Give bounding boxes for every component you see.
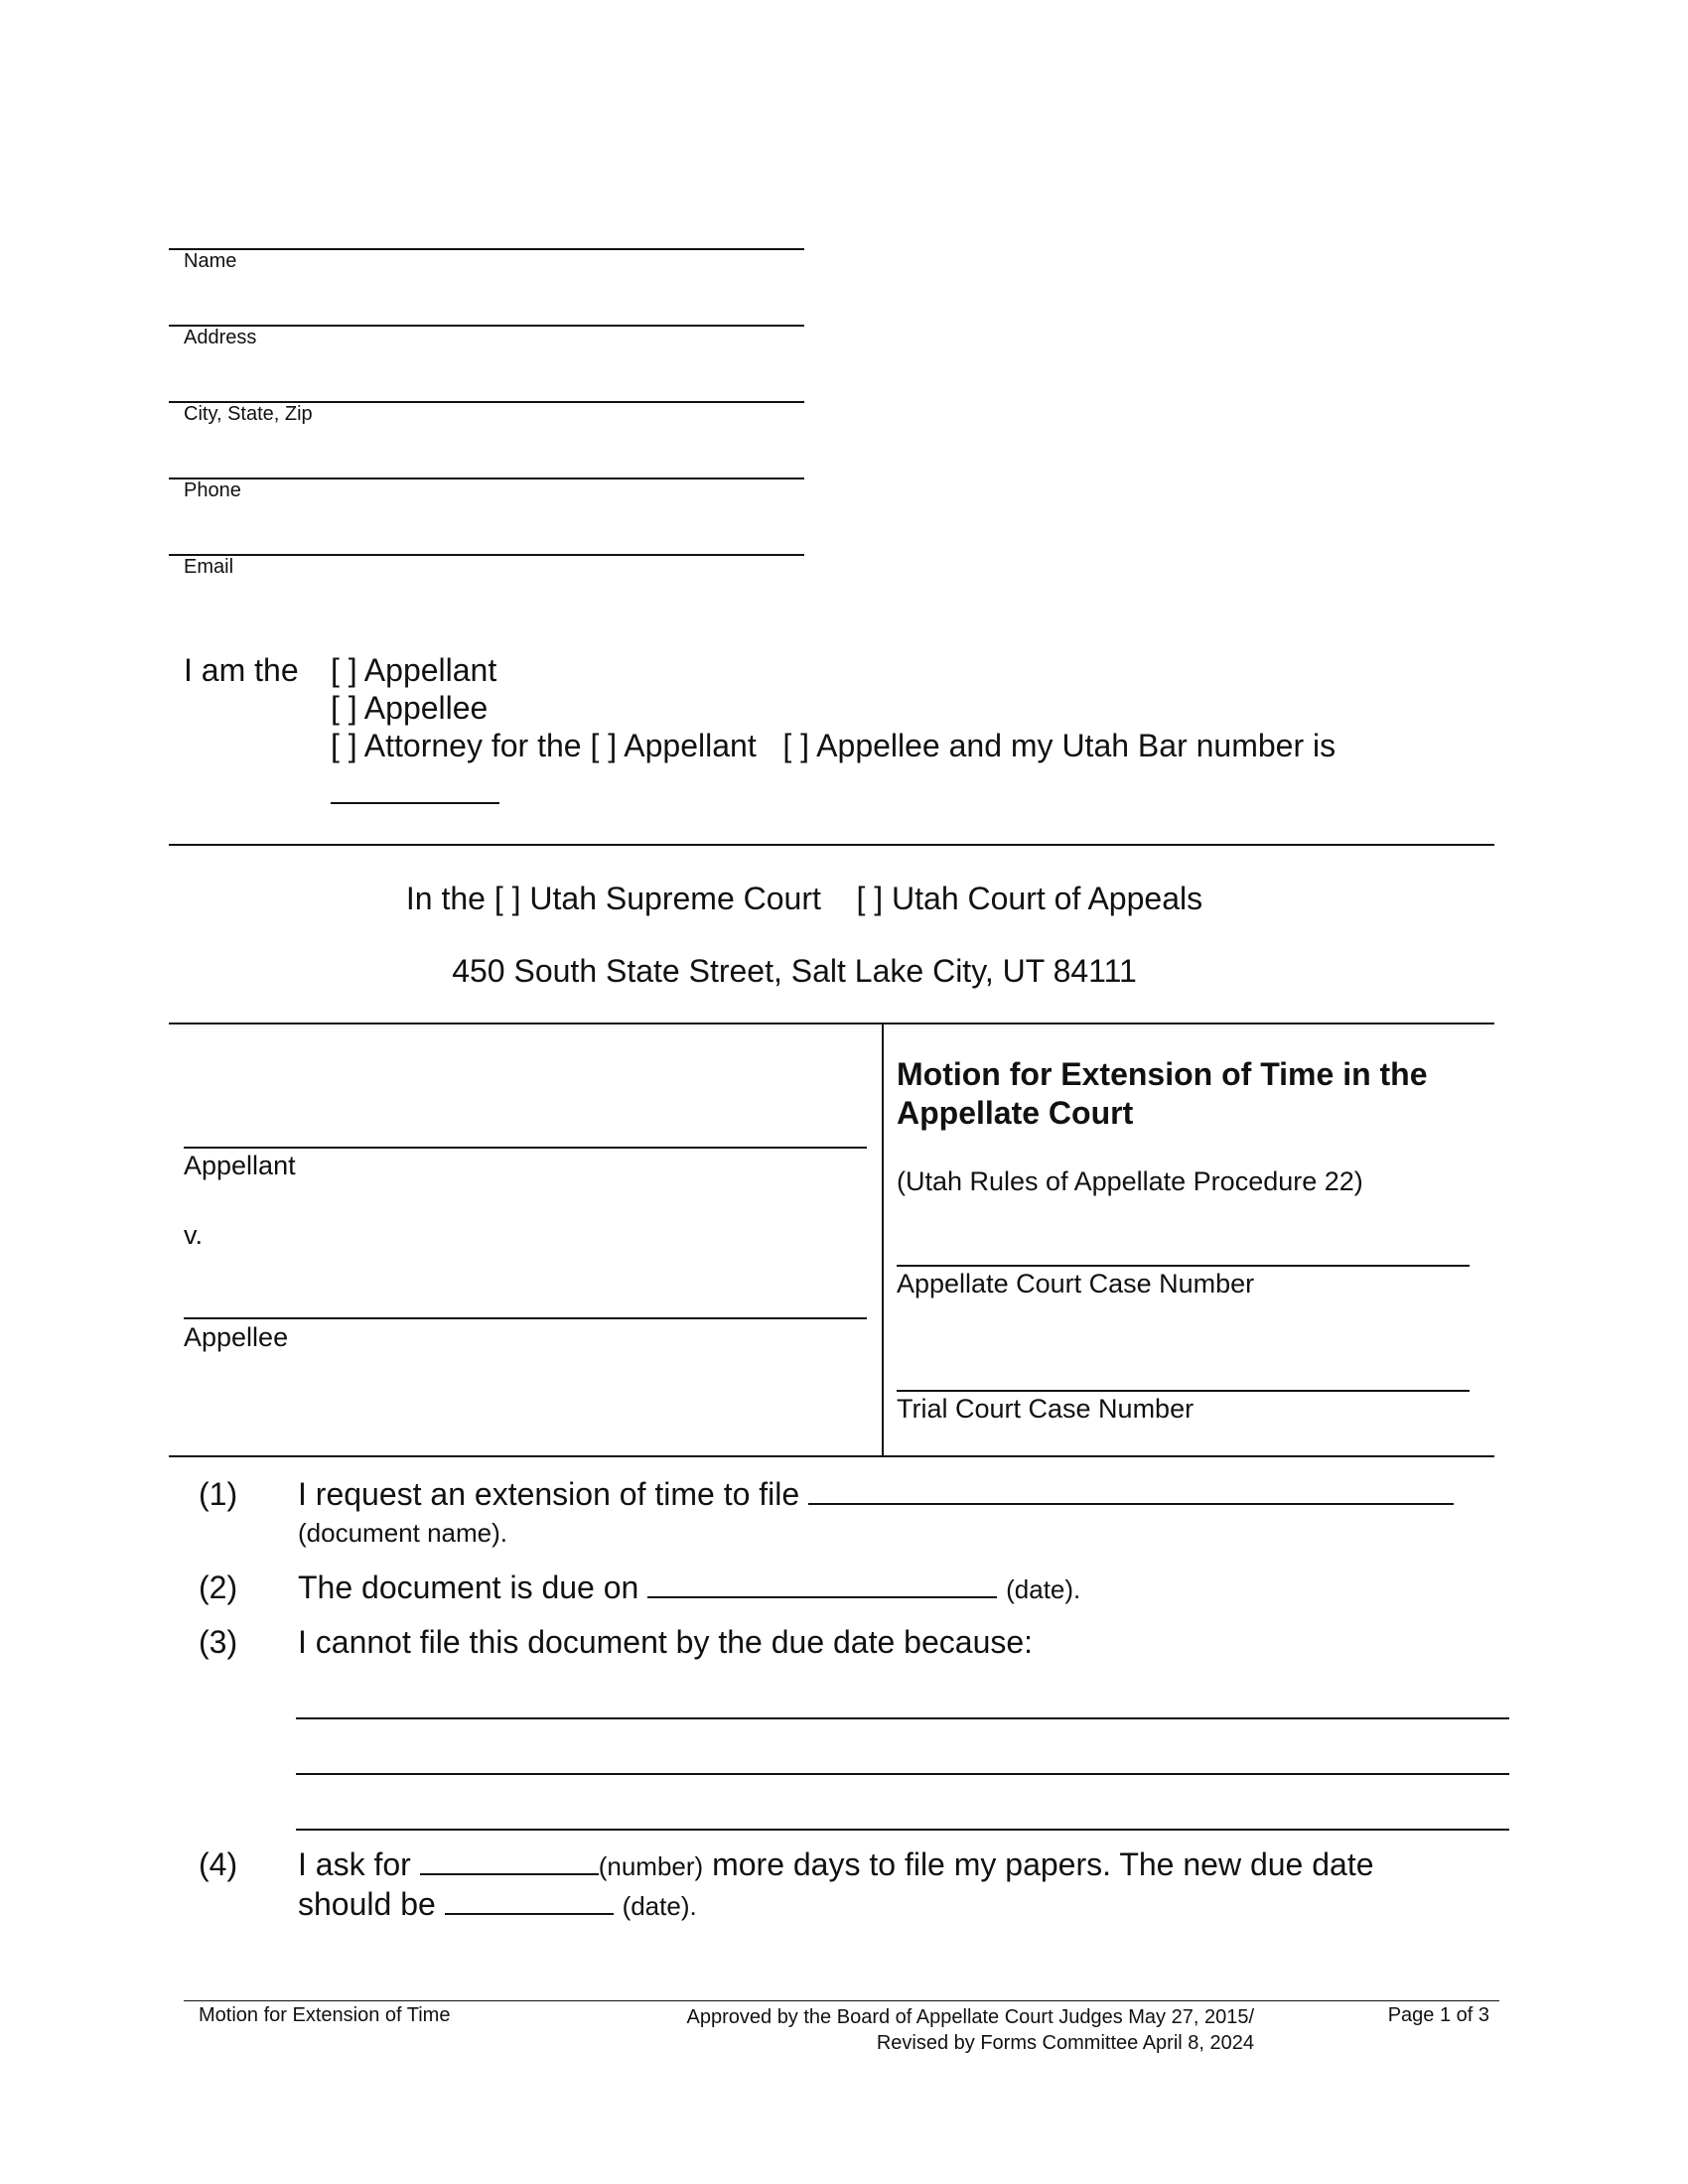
bar-number-line[interactable] (331, 802, 499, 804)
days-number-field[interactable] (420, 1849, 599, 1875)
appellant-name-line[interactable] (184, 1147, 867, 1149)
phone-line[interactable] (169, 478, 804, 479)
checkbox-court-of-appeals[interactable]: [ ] (856, 881, 884, 916)
phone-label: Phone (184, 479, 241, 501)
address-label: Address (184, 327, 257, 348)
role-intro: I am the (184, 652, 299, 688)
footer-approval-line-2: Revised by Forms Committee April 8, 2024 (876, 2032, 1254, 2054)
checkbox-appellant[interactable]: [ ] (331, 652, 357, 688)
due-date-field[interactable] (647, 1572, 997, 1598)
appellant-label: Appellant (184, 1151, 296, 1180)
versus-label: v. (184, 1220, 203, 1250)
checkbox-attorney[interactable]: [ ] (331, 728, 357, 763)
footer-rule (184, 2000, 1499, 2001)
role-appellant-option[interactable] (331, 652, 496, 689)
footer-page-number: Page 1 of 3 (1387, 2004, 1489, 2026)
item-4-date-note: (date). (622, 1891, 697, 1921)
checkbox-attorney-appellant[interactable]: [ ] (590, 728, 618, 763)
item-3-number: (3) (199, 1624, 238, 1660)
city-label: City, State, Zip (184, 403, 313, 425)
role-appellee-option[interactable] (331, 690, 488, 727)
checkbox-appellee[interactable]: [ ] (331, 690, 357, 726)
court-address: 450 South State Street, Salt Lake City, UT 84111 (452, 953, 1137, 989)
appellee-label: Appellee (184, 1322, 289, 1352)
item-1-number: (1) (199, 1476, 238, 1512)
trial-case-number-label: Trial Court Case Number (897, 1394, 1195, 1424)
name-line[interactable] (169, 248, 804, 250)
item-3-text: I cannot file this document by the due date because: (298, 1624, 1034, 1660)
role-attorney-appellant-label: Appellant (624, 728, 757, 763)
reason-line-1[interactable] (296, 1717, 1509, 1719)
item-2-number: (2) (199, 1570, 238, 1605)
motion-title: Motion for Extension of Time in the Appellate Court (897, 1056, 1428, 1131)
item-1-label: I request an extension of time to file (298, 1476, 800, 1512)
footer-form-title: Motion for Extension of Time (199, 2004, 451, 2026)
address-line[interactable] (169, 325, 804, 327)
checkbox-supreme-court[interactable]: [ ] (493, 881, 521, 916)
court-of-appeals-label: Utah Court of Appeals (892, 881, 1203, 916)
item-1-note: (document name). (298, 1518, 507, 1548)
supreme-court-label: Utah Supreme Court (529, 881, 821, 916)
rule-reference: (Utah Rules of Appellate Procedure 22) (897, 1166, 1363, 1196)
checkbox-attorney-appellee[interactable]: [ ] (782, 728, 810, 763)
item-4-label-c: should be (298, 1886, 436, 1922)
role-attorney-label: Attorney for the (363, 728, 582, 763)
email-line[interactable] (169, 554, 804, 556)
item-1-text (298, 1476, 1454, 1513)
caption-bottom-line (169, 1455, 1494, 1457)
role-attorney-option[interactable] (331, 728, 1336, 764)
case-number-label: Appellate Court Case Number (897, 1269, 1255, 1298)
item-4-text (298, 1846, 1374, 1883)
item-4-number-note: (number) (598, 1851, 704, 1881)
new-due-date-field[interactable] (445, 1889, 614, 1915)
name-label: Name (184, 250, 237, 272)
court-in-the: In the (405, 881, 486, 916)
caption-divider (882, 1023, 884, 1455)
role-appellant-label: Appellant (363, 652, 497, 688)
court-selection (0, 881, 1688, 917)
reason-line-3[interactable] (296, 1829, 1509, 1831)
case-number-line[interactable] (897, 1265, 1470, 1267)
role-appellee-label: Appellee (363, 690, 489, 726)
footer-approval (596, 2004, 1254, 2056)
footer-approval-line-1: Approved by the Board of Appellate Court Judges May 27, 2015/ (686, 2006, 1254, 2028)
item-4-label-a: I ask for (298, 1846, 411, 1882)
caption-top-line (169, 1023, 1494, 1024)
section-divider (169, 844, 1494, 846)
item-2-text (298, 1570, 1080, 1606)
item-4-text-cont (298, 1886, 697, 1923)
item-2-label: The document is due on (298, 1570, 639, 1605)
item-4-number: (4) (199, 1846, 238, 1882)
reason-line-2[interactable] (296, 1773, 1509, 1775)
email-label: Email (184, 556, 234, 578)
trial-case-number-line[interactable] (897, 1390, 1470, 1392)
role-attorney-appellee-label: Appellee and my Utah Bar number is (816, 728, 1336, 763)
item-2-note: (date). (1006, 1574, 1081, 1604)
appellee-name-line[interactable] (184, 1317, 867, 1319)
item-4-label-b: more days to file my papers. The new due date (712, 1846, 1374, 1882)
document-name-field[interactable] (808, 1479, 1454, 1505)
